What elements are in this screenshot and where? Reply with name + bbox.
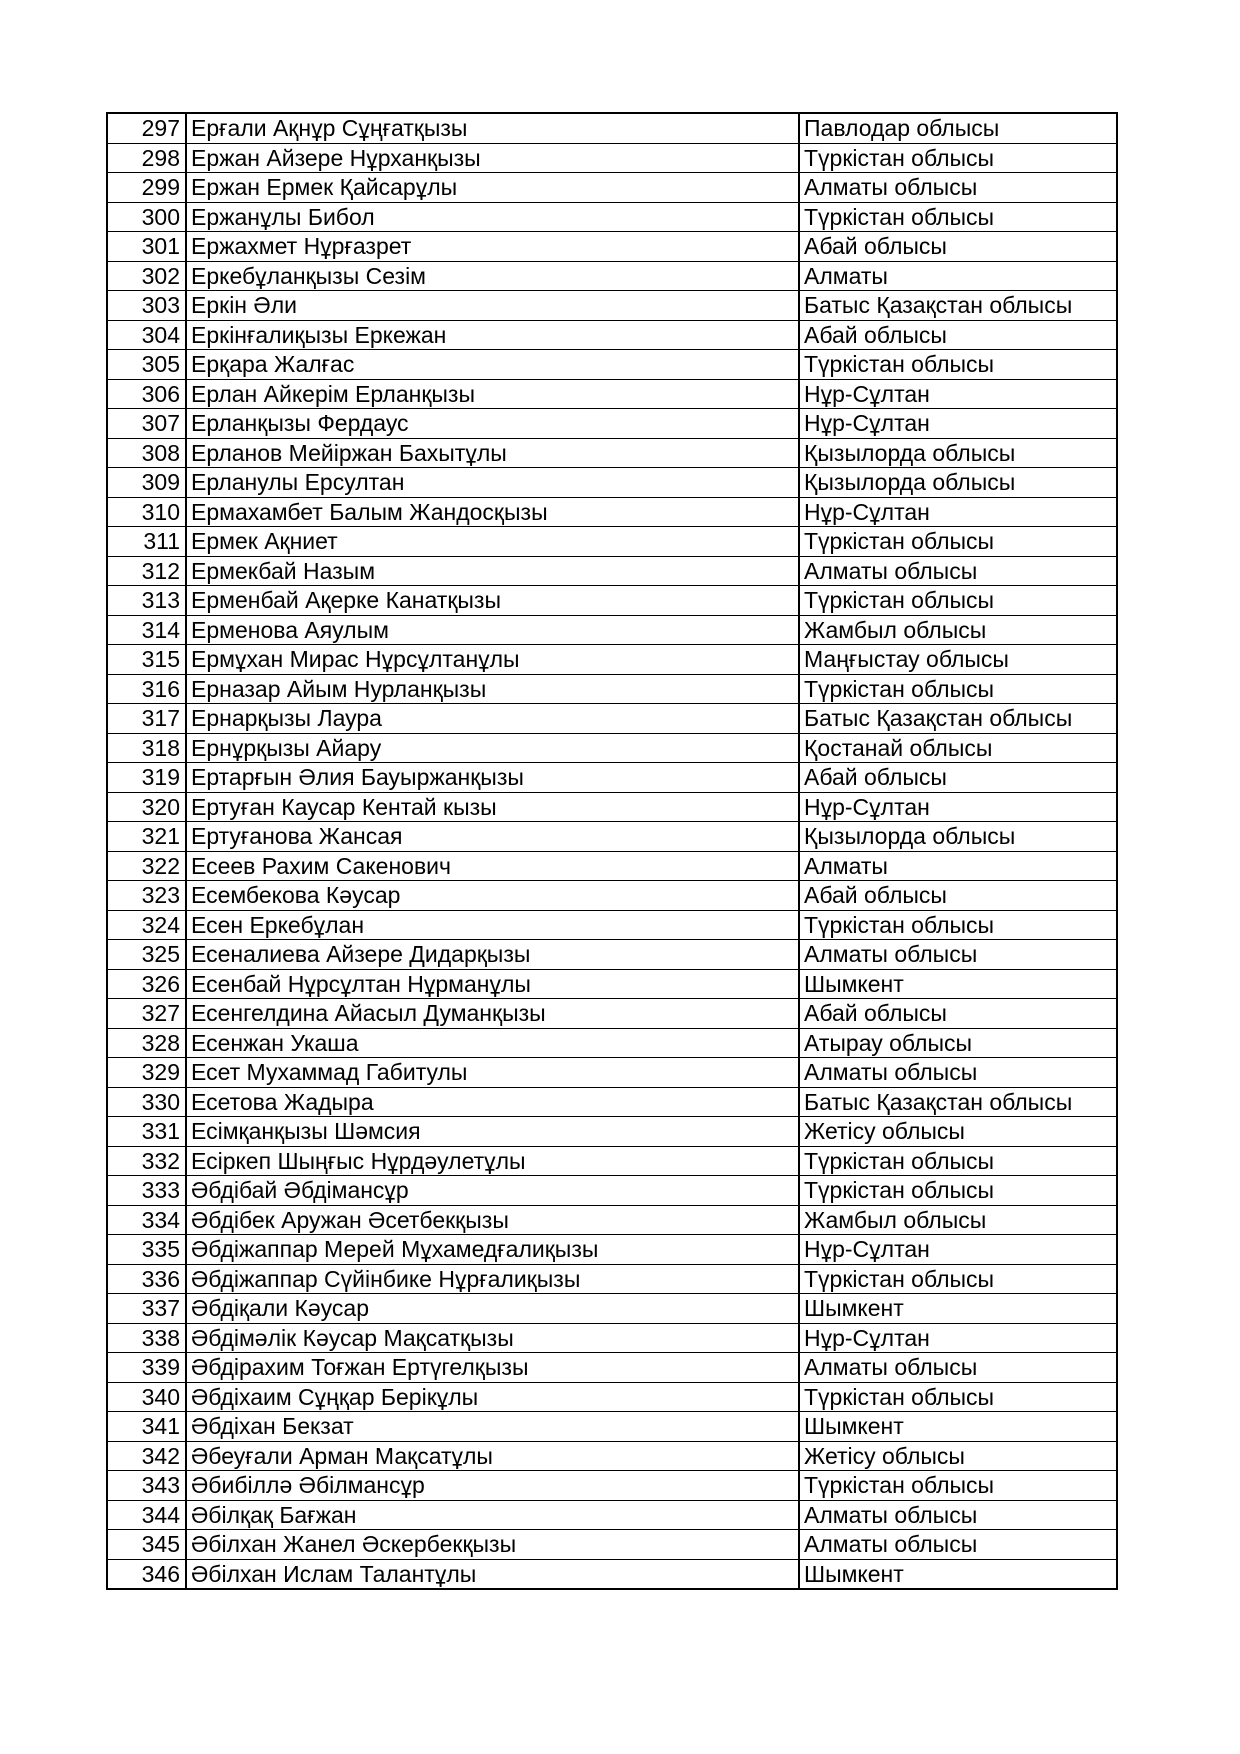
- person-name: Ертарғын Әлия Бауыржанқызы: [186, 763, 799, 793]
- region-name: Абай облысы: [799, 881, 1117, 911]
- region-name: Алматы: [799, 851, 1117, 881]
- region-name: Түркістан облысы: [799, 1146, 1117, 1176]
- person-name: Ермек Ақниет: [186, 527, 799, 557]
- row-number: 331: [107, 1117, 186, 1147]
- row-number: 323: [107, 881, 186, 911]
- person-name: Есіркеп Шыңғыс Нұрдәулетұлы: [186, 1146, 799, 1176]
- table-row: [107, 1412, 1117, 1442]
- person-name: Әбибіллә Әбілмансұр: [186, 1471, 799, 1501]
- table-row: [107, 940, 1117, 970]
- region-name: Жетісу облысы: [799, 1117, 1117, 1147]
- table-row: [107, 261, 1117, 291]
- row-number: 328: [107, 1028, 186, 1058]
- participants-table: [106, 112, 1118, 1590]
- region-name: Абай облысы: [799, 763, 1117, 793]
- row-number: 307: [107, 409, 186, 439]
- table-row: [107, 202, 1117, 232]
- person-name: Есет Мухаммад Габитулы: [186, 1058, 799, 1088]
- person-name: Ерланулы Ерсултан: [186, 468, 799, 498]
- region-name: Батыс Қазақстан облысы: [799, 1087, 1117, 1117]
- row-number: 329: [107, 1058, 186, 1088]
- table-row: [107, 1323, 1117, 1353]
- table-row: [107, 1382, 1117, 1412]
- table-row: [107, 1353, 1117, 1383]
- row-number: 336: [107, 1264, 186, 1294]
- table-row: [107, 1117, 1117, 1147]
- region-name: Түркістан облысы: [799, 527, 1117, 557]
- table-row: [107, 143, 1117, 173]
- region-name: Маңғыстау облысы: [799, 645, 1117, 675]
- person-name: Әбілхан Жанел Әскербекқызы: [186, 1530, 799, 1560]
- person-name: Әбілхан Ислам Талантұлы: [186, 1559, 799, 1589]
- person-name: Ермахамбет Балым Жандосқызы: [186, 497, 799, 527]
- row-number: 344: [107, 1500, 186, 1530]
- row-number: 332: [107, 1146, 186, 1176]
- person-name: Ержан Айзере Нұрханқызы: [186, 143, 799, 173]
- table-row: [107, 1500, 1117, 1530]
- region-name: Шымкент: [799, 1412, 1117, 1442]
- region-name: Түркістан облысы: [799, 143, 1117, 173]
- row-number: 305: [107, 350, 186, 380]
- region-name: Нұр-Сұлтан: [799, 497, 1117, 527]
- region-name: Түркістан облысы: [799, 910, 1117, 940]
- person-name: Әбдірахим Тоғжан Ертүгелқызы: [186, 1353, 799, 1383]
- row-number: 318: [107, 733, 186, 763]
- person-name: Әбдібай Әбдімансұр: [186, 1176, 799, 1206]
- table-row: [107, 1028, 1117, 1058]
- region-name: Шымкент: [799, 969, 1117, 999]
- region-name: Түркістан облысы: [799, 1382, 1117, 1412]
- person-name: Есеналиева Айзере Дидарқызы: [186, 940, 799, 970]
- table-row: [107, 1559, 1117, 1589]
- table-row: [107, 881, 1117, 911]
- person-name: Еркебұланқызы Сезім: [186, 261, 799, 291]
- table-row: [107, 1205, 1117, 1235]
- region-name: Жамбыл облысы: [799, 1205, 1117, 1235]
- table-row: [107, 851, 1117, 881]
- person-name: Ерменбай Ақерке Канатқызы: [186, 586, 799, 616]
- region-name: Нұр-Сұлтан: [799, 1235, 1117, 1265]
- row-number: 339: [107, 1353, 186, 1383]
- region-name: Атырау облысы: [799, 1028, 1117, 1058]
- person-name: Есембекова Кәусар: [186, 881, 799, 911]
- person-name: Ерғали Ақнұр Сұңғатқызы: [186, 113, 799, 143]
- region-name: Шымкент: [799, 1559, 1117, 1589]
- row-number: 299: [107, 173, 186, 203]
- person-name: Ерланқызы Фердаус: [186, 409, 799, 439]
- person-name: Ержан Ермек Қайсарұлы: [186, 173, 799, 203]
- table-row: [107, 763, 1117, 793]
- region-name: Түркістан облысы: [799, 350, 1117, 380]
- region-name: Түркістан облысы: [799, 202, 1117, 232]
- region-name: Түркістан облысы: [799, 674, 1117, 704]
- row-number: 330: [107, 1087, 186, 1117]
- person-name: Ерназар Айым Нурланқызы: [186, 674, 799, 704]
- table-row: [107, 1264, 1117, 1294]
- region-name: Алматы: [799, 261, 1117, 291]
- person-name: Ерқара Жалғас: [186, 350, 799, 380]
- table-row: [107, 1471, 1117, 1501]
- table-row: [107, 350, 1117, 380]
- row-number: 338: [107, 1323, 186, 1353]
- person-name: Әбдіхан Бекзат: [186, 1412, 799, 1442]
- table-row: [107, 674, 1117, 704]
- region-name: Нұр-Сұлтан: [799, 1323, 1117, 1353]
- table-row: [107, 733, 1117, 763]
- table-row: [107, 438, 1117, 468]
- row-number: 309: [107, 468, 186, 498]
- person-name: Ермекбай Назым: [186, 556, 799, 586]
- row-number: 302: [107, 261, 186, 291]
- table-row: [107, 556, 1117, 586]
- person-name: Әбілқақ Бағжан: [186, 1500, 799, 1530]
- region-name: Алматы облысы: [799, 1058, 1117, 1088]
- row-number: 334: [107, 1205, 186, 1235]
- table-row: [107, 468, 1117, 498]
- region-name: Абай облысы: [799, 320, 1117, 350]
- row-number: 345: [107, 1530, 186, 1560]
- row-number: 315: [107, 645, 186, 675]
- table-row: [107, 704, 1117, 734]
- row-number: 326: [107, 969, 186, 999]
- person-name: Әбдіқали Кәусар: [186, 1294, 799, 1324]
- table-row: [107, 615, 1117, 645]
- person-name: Әбдіхаим Сұңқар Берікұлы: [186, 1382, 799, 1412]
- region-name: Түркістан облысы: [799, 1471, 1117, 1501]
- region-name: Қостанай облысы: [799, 733, 1117, 763]
- table-row: [107, 1530, 1117, 1560]
- table-row: [107, 822, 1117, 852]
- table-row: [107, 910, 1117, 940]
- region-name: Жамбыл облысы: [799, 615, 1117, 645]
- person-name: Ертуған Каусар Кентай кызы: [186, 792, 799, 822]
- table-row: [107, 1058, 1117, 1088]
- person-name: Ернарқызы Лаура: [186, 704, 799, 734]
- region-name: Абай облысы: [799, 999, 1117, 1029]
- person-name: Әбдібек Аружан Әсетбекқызы: [186, 1205, 799, 1235]
- person-name: Есімқанқызы Шәмсия: [186, 1117, 799, 1147]
- person-name: Ернұрқызы Айару: [186, 733, 799, 763]
- table-row: [107, 320, 1117, 350]
- region-name: Нұр-Сұлтан: [799, 792, 1117, 822]
- person-name: Есетова Жадыра: [186, 1087, 799, 1117]
- region-name: Батыс Қазақстан облысы: [799, 704, 1117, 734]
- region-name: Қызылорда облысы: [799, 468, 1117, 498]
- row-number: 311: [107, 527, 186, 557]
- table-row: [107, 291, 1117, 321]
- person-name: Ержанұлы Бибол: [186, 202, 799, 232]
- person-name: Ермұхан Мирас Нұрсұлтанұлы: [186, 645, 799, 675]
- table-row: [107, 379, 1117, 409]
- table-row: [107, 527, 1117, 557]
- region-name: Нұр-Сұлтан: [799, 379, 1117, 409]
- person-name: Еркінғалиқызы Еркежан: [186, 320, 799, 350]
- person-name: Әбдіжаппар Сүйінбике Нұрғалиқызы: [186, 1264, 799, 1294]
- person-name: Әбеуғали Арман Мақсатұлы: [186, 1441, 799, 1471]
- person-name: Ерланов Мейіржан Бахытұлы: [186, 438, 799, 468]
- person-name: Есенгелдина Айасыл Думанқызы: [186, 999, 799, 1029]
- region-name: Алматы облысы: [799, 940, 1117, 970]
- row-number: 335: [107, 1235, 186, 1265]
- person-name: Есенжан Укаша: [186, 1028, 799, 1058]
- person-name: Әбдімәлік Кәусар Мақсатқызы: [186, 1323, 799, 1353]
- person-name: Ерменова Аяулым: [186, 615, 799, 645]
- row-number: 301: [107, 232, 186, 262]
- table-row: [107, 1176, 1117, 1206]
- person-name: Ерлан Айкерім Ерланқызы: [186, 379, 799, 409]
- region-name: Абай облысы: [799, 232, 1117, 262]
- row-number: 337: [107, 1294, 186, 1324]
- region-name: Түркістан облысы: [799, 586, 1117, 616]
- region-name: Қызылорда облысы: [799, 822, 1117, 852]
- row-number: 319: [107, 763, 186, 793]
- row-number: 322: [107, 851, 186, 881]
- row-number: 306: [107, 379, 186, 409]
- region-name: Шымкент: [799, 1294, 1117, 1324]
- person-name: Еркін Әли: [186, 291, 799, 321]
- row-number: 300: [107, 202, 186, 232]
- person-name: Есенбай Нұрсұлтан Нұрманұлы: [186, 969, 799, 999]
- table-row: [107, 792, 1117, 822]
- row-number: 316: [107, 674, 186, 704]
- row-number: 327: [107, 999, 186, 1029]
- region-name: Алматы облысы: [799, 1500, 1117, 1530]
- region-name: Қызылорда облысы: [799, 438, 1117, 468]
- table-row: [107, 1146, 1117, 1176]
- table-row: [107, 232, 1117, 262]
- table-row: [107, 586, 1117, 616]
- row-number: 321: [107, 822, 186, 852]
- row-number: 340: [107, 1382, 186, 1412]
- row-number: 314: [107, 615, 186, 645]
- person-name: Ержахмет Нұрғазрет: [186, 232, 799, 262]
- table-row: [107, 1294, 1117, 1324]
- table-row: [107, 999, 1117, 1029]
- row-number: 303: [107, 291, 186, 321]
- table-row: [107, 173, 1117, 203]
- person-name: Есен Еркебұлан: [186, 910, 799, 940]
- region-name: Түркістан облысы: [799, 1176, 1117, 1206]
- row-number: 320: [107, 792, 186, 822]
- row-number: 297: [107, 113, 186, 143]
- row-number: 346: [107, 1559, 186, 1589]
- row-number: 324: [107, 910, 186, 940]
- region-name: Жетісу облысы: [799, 1441, 1117, 1471]
- row-number: 298: [107, 143, 186, 173]
- person-name: Әбдіжаппар Мерей Мұхамедғалиқызы: [186, 1235, 799, 1265]
- table-row: [107, 409, 1117, 439]
- table-body: [107, 113, 1117, 1589]
- row-number: 310: [107, 497, 186, 527]
- table-row: [107, 497, 1117, 527]
- table-row: [107, 113, 1117, 143]
- row-number: 325: [107, 940, 186, 970]
- person-name: Ертуғанова Жансая: [186, 822, 799, 852]
- table-row: [107, 1235, 1117, 1265]
- row-number: 333: [107, 1176, 186, 1206]
- region-name: Түркістан облысы: [799, 1264, 1117, 1294]
- table-row: [107, 645, 1117, 675]
- region-name: Алматы облысы: [799, 556, 1117, 586]
- region-name: Нұр-Сұлтан: [799, 409, 1117, 439]
- row-number: 317: [107, 704, 186, 734]
- row-number: 312: [107, 556, 186, 586]
- region-name: Алматы облысы: [799, 1353, 1117, 1383]
- region-name: Алматы облысы: [799, 173, 1117, 203]
- region-name: Павлодар облысы: [799, 113, 1117, 143]
- row-number: 342: [107, 1441, 186, 1471]
- row-number: 341: [107, 1412, 186, 1442]
- table-row: [107, 1087, 1117, 1117]
- region-name: Алматы облысы: [799, 1530, 1117, 1560]
- region-name: Батыс Қазақстан облысы: [799, 291, 1117, 321]
- table-row: [107, 1441, 1117, 1471]
- person-name: Есеев Рахим Сакенович: [186, 851, 799, 881]
- table-row: [107, 969, 1117, 999]
- row-number: 313: [107, 586, 186, 616]
- row-number: 343: [107, 1471, 186, 1501]
- row-number: 308: [107, 438, 186, 468]
- row-number: 304: [107, 320, 186, 350]
